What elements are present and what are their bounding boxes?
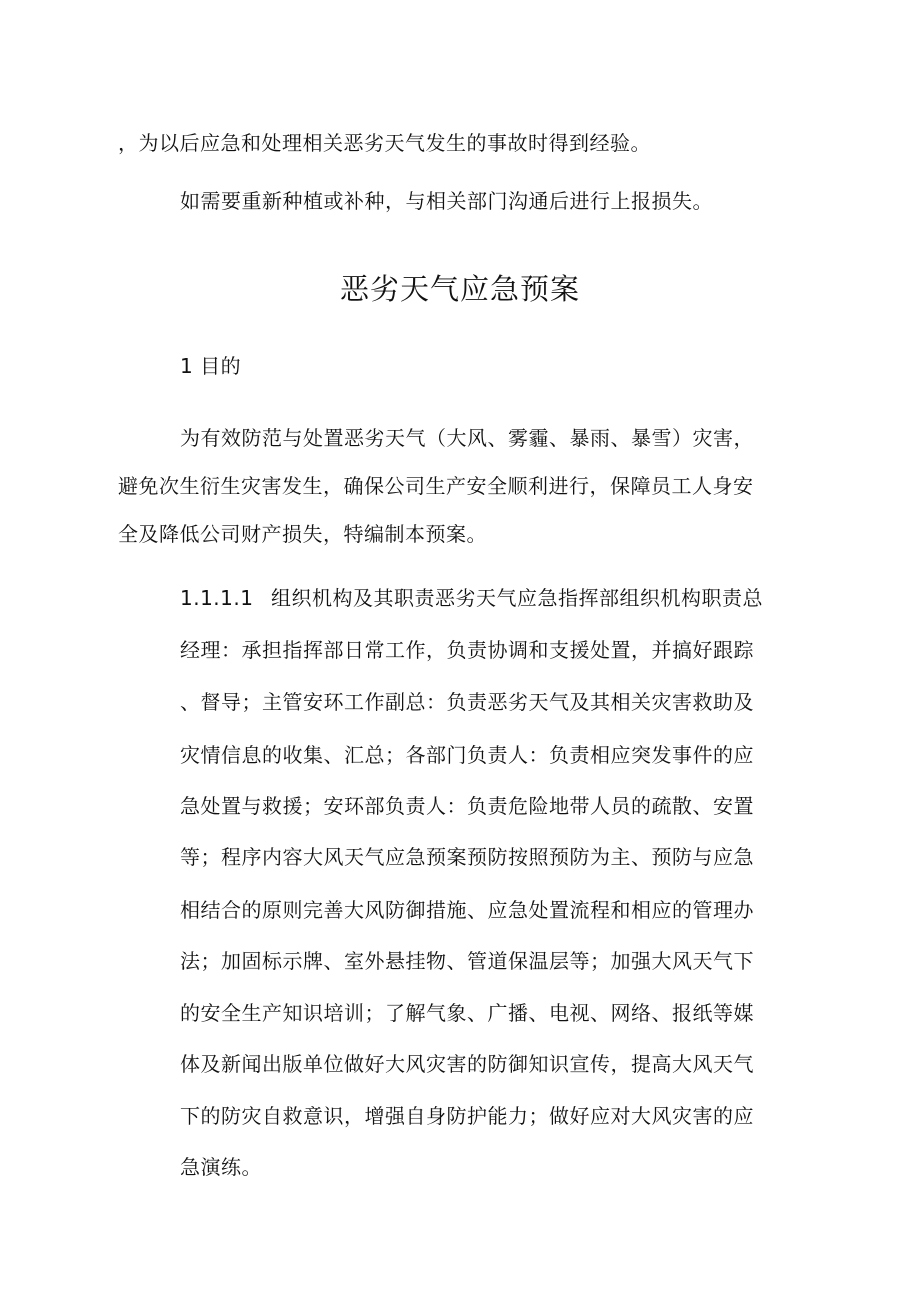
subsection-line: 急处置与救援；安环部负责人：负责危险地带人员的疏散、安置: [180, 794, 754, 818]
subsection-number: 1.1.1.1: [180, 586, 254, 610]
section-heading: 1 目的: [180, 354, 242, 378]
subsection-line: 、督导；主管安环工作副总：负责恶劣天气及其相关灾害救助及: [180, 690, 754, 714]
subsection-line: 法；加固标示牌、室外悬挂物、管道保温层等；加强大风天气下: [180, 949, 754, 973]
subsection-line: 相结合的原则完善大风防御措施、应急处置流程和相应的管理办: [180, 898, 754, 922]
subsection-line: 急演练。: [180, 1155, 262, 1179]
subsection-line: 体及新闻出版单位做好大风灾害的防御知识宣传，提高大风天气: [180, 1052, 754, 1076]
subsection-line: 下的防灾自救意识，增强自身防护能力；做好应对大风灾害的应: [180, 1104, 754, 1128]
subsection-first-text: 组织机构及其职责恶劣天气应急指挥部组织机构职责总: [271, 586, 763, 610]
intro-line-2: 如需要重新种植或补种，与相关部门沟通后进行上报损失。: [180, 189, 713, 213]
subsection-line: 经理：承担指挥部日常工作，负责协调和支援处置，并搞好跟踪: [180, 638, 754, 662]
page-title: 恶劣天气应急预案: [339, 272, 580, 306]
purpose-line-1: 为有效防范与处置恶劣天气（大风、雾霾、暴雨、暴雪）灾害，: [180, 426, 754, 450]
intro-line-1: ，为以后应急和处理相关恶劣天气发生的事故时得到经验。: [118, 131, 651, 155]
purpose-line-3: 全及降低公司财产损失，特编制本预案。: [118, 522, 487, 546]
subsection-line: 灾情信息的收集、汇总；各部门负责人：负责相应突发事件的应: [180, 743, 754, 767]
subsection-line: 等；程序内容大风天气应急预案预防按照预防为主、预防与应急: [180, 845, 754, 869]
purpose-line-2: 避免次生衍生灾害发生，确保公司生产安全顺利进行，保障员工人身安: [118, 474, 754, 498]
subsection-first-line: [180, 584, 763, 612]
subsection-line: 的安全生产知识培训；了解气象、广播、电视、网络、报纸等媒: [180, 1001, 754, 1025]
